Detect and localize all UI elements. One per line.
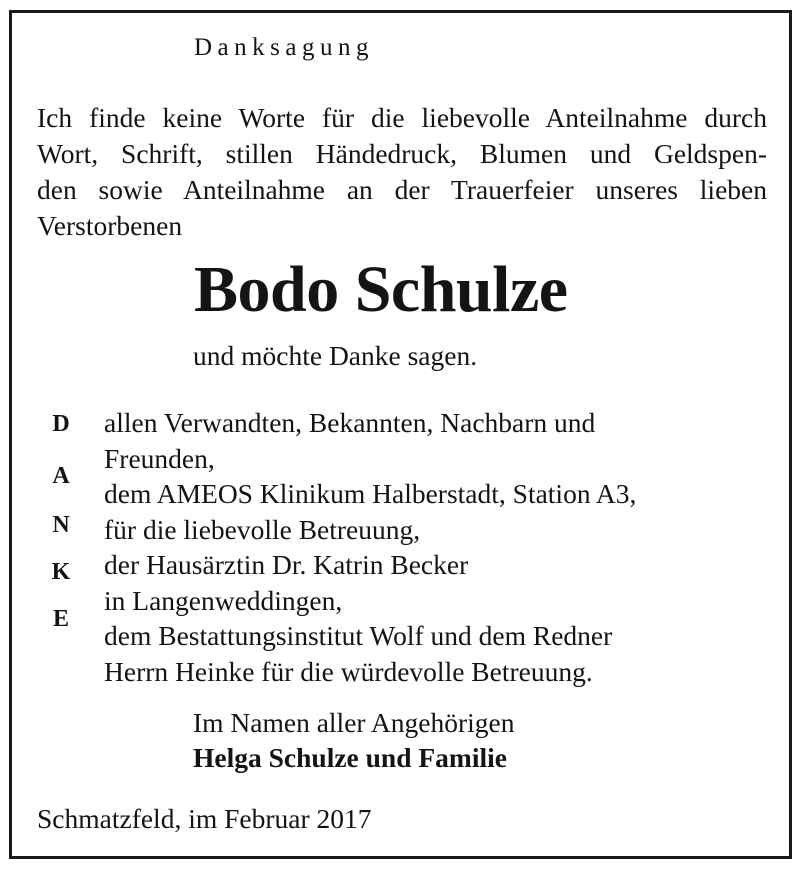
thanks-list-line: Freunden,: [104, 442, 215, 474]
on-behalf-line: Im Namen aller Angehörigen: [193, 707, 515, 738]
thanks-list: [104, 405, 636, 689]
danke-letter-d: D: [52, 411, 70, 437]
intro-line: Ich finde keine Worte für die liebevolle Anteilnahme durch: [37, 102, 767, 133]
thanks-list-line: dem AMEOS Klinikum Halberstadt, Station A3,: [104, 478, 637, 509]
intro-paragraph: [37, 100, 767, 244]
intro-line: Wort, Schrift, stillen Händedruck, Blumen und Geldspen-: [37, 138, 767, 169]
family-signature: Helga Schulze und Familie: [193, 742, 507, 773]
danke-letter-n: N: [52, 512, 70, 538]
thanks-list-line: in Langenweddingen,: [104, 584, 343, 616]
danke-letter-e: E: [52, 606, 69, 632]
thanks-list-line: Herrn Heinke für die würdevolle Betreuung.: [104, 655, 593, 687]
danke-letter-a: A: [52, 463, 70, 489]
place-date: Schmatzfeld, im Februar 2017: [37, 803, 372, 834]
deceased-name: Bodo Schulze: [194, 253, 568, 326]
thanks-list-line: der Hausärztin Dr. Katrin Becker: [104, 549, 469, 580]
intro-line: den sowie Anteilnahme an der Trauerfeier unseres lieben: [37, 174, 767, 205]
danke-letter-k: K: [51, 559, 71, 585]
thanks-list-line: dem Bestattungsinstitut Wolf und dem Redner: [104, 620, 613, 651]
thanks-list-line: allen Verwandten, Bekannten, Nachbarn und: [104, 407, 596, 438]
thanks-list-line: für die liebevolle Betreuung,: [104, 513, 421, 545]
notice-heading: Danksagung: [194, 34, 374, 61]
intro-line: Verstorbenen: [37, 210, 183, 241]
thanks-line: und möchte Danke sagen.: [193, 340, 478, 371]
signoff: [193, 705, 515, 775]
